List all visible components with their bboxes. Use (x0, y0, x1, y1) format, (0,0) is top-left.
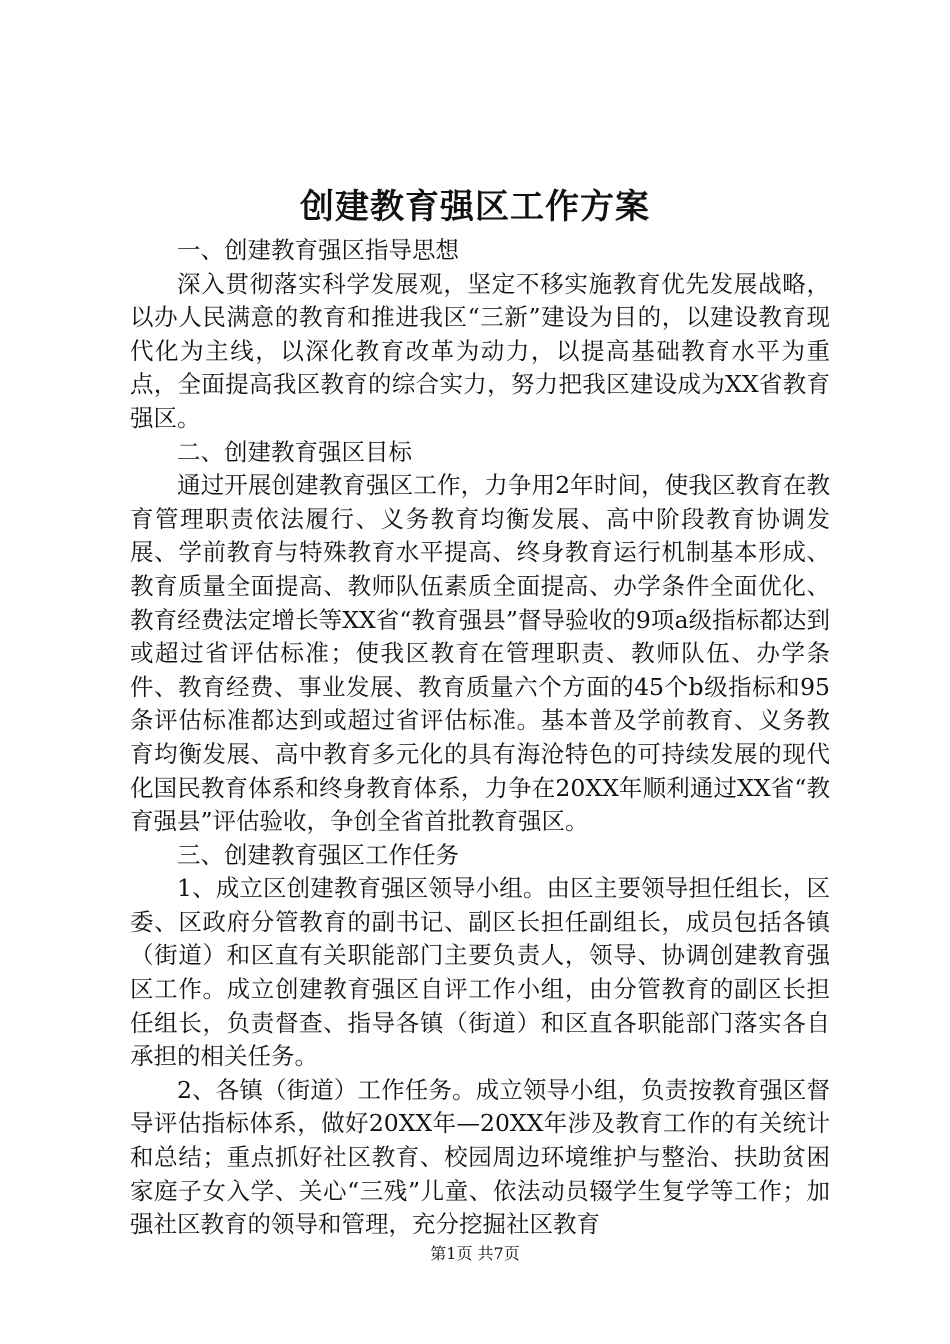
document-title: 创建教育强区工作方案 (300, 187, 650, 227)
paragraph-goals: 通过开展创建教育强区工作，力争用2年时间，使我区教育在教育管理职责依法履行、义务教育均衡发展、高中阶段教育协调发展、学前教育与特殊教育水平提高、终身教育运行机制基本形成、教育质量全面提高、教师队伍素质全面提高、办学条件全面优化、教育经费法定增长等XX省“教育强县”督导验收的9项a级指标都达到或超过省评估标准；使我区教育在管理职责、教师队伍、办学条件、教育经费、事业发展、教育质量六个方面的45个b级指标和95条评估标准都达到或超过省评估标准。基本普及学前教育、义务教育均衡发展、高中教育多元化的具有海沧特色的可持续发展的现代化国民教育体系和终身教育体系，力争在20XX年顺利通过XX省“教育强县”评估验收，争创全省首批教育强区。 (130, 471, 830, 836)
paragraph-guiding-thought: 深入贯彻落实科学发展观，坚定不移实施教育优先发展战略，以办人民满意的教育和推进我区“三新”建设为目的，以建设教育现代化为主线，以深化教育改革为动力，以提高基础教育水平为重点，全面提高我区教育的综合实力，努力把我区建设成为XX省教育强区。 (130, 269, 830, 432)
section-heading-2: 二、创建教育强区目标 (177, 437, 412, 466)
section-heading-1: 一、创建教育强区指导思想 (177, 236, 459, 264)
document-body (130, 234, 830, 1242)
paragraph-task-1: 1、成立区创建教育强区领导小组。由区主要领导担任组长，区委、区政府分管教育的副书记、副区长担任副组长，成员包括各镇（街道）和区直有关职能部门主要负责人，领导、协调创建教育强区工作。成立创建教育强区自评工作小组，由分管教育的副区长担任组长，负责督查、指导各镇（街道）和区直各职能部门落实各自承担的相关任务。 (130, 874, 830, 1071)
page-footer: 第1页 共7页 (430, 1244, 520, 1263)
section-heading-3: 三、创建教育强区工作任务 (177, 840, 459, 869)
paragraph-task-2: 2、各镇（街道）工作任务。成立领导小组，负责按教育强区督导评估指标体系，做好20XX年—20XX年涉及教育工作的有关统计和总结；重点抓好社区教育、校园周边环境维护与整治、扶助贫困家庭子女入学、关心“三残”儿童、依法动员辍学生复学等工作；加强社区教育的领导和管理，充分挖掘社区教育 (130, 1075, 830, 1239)
